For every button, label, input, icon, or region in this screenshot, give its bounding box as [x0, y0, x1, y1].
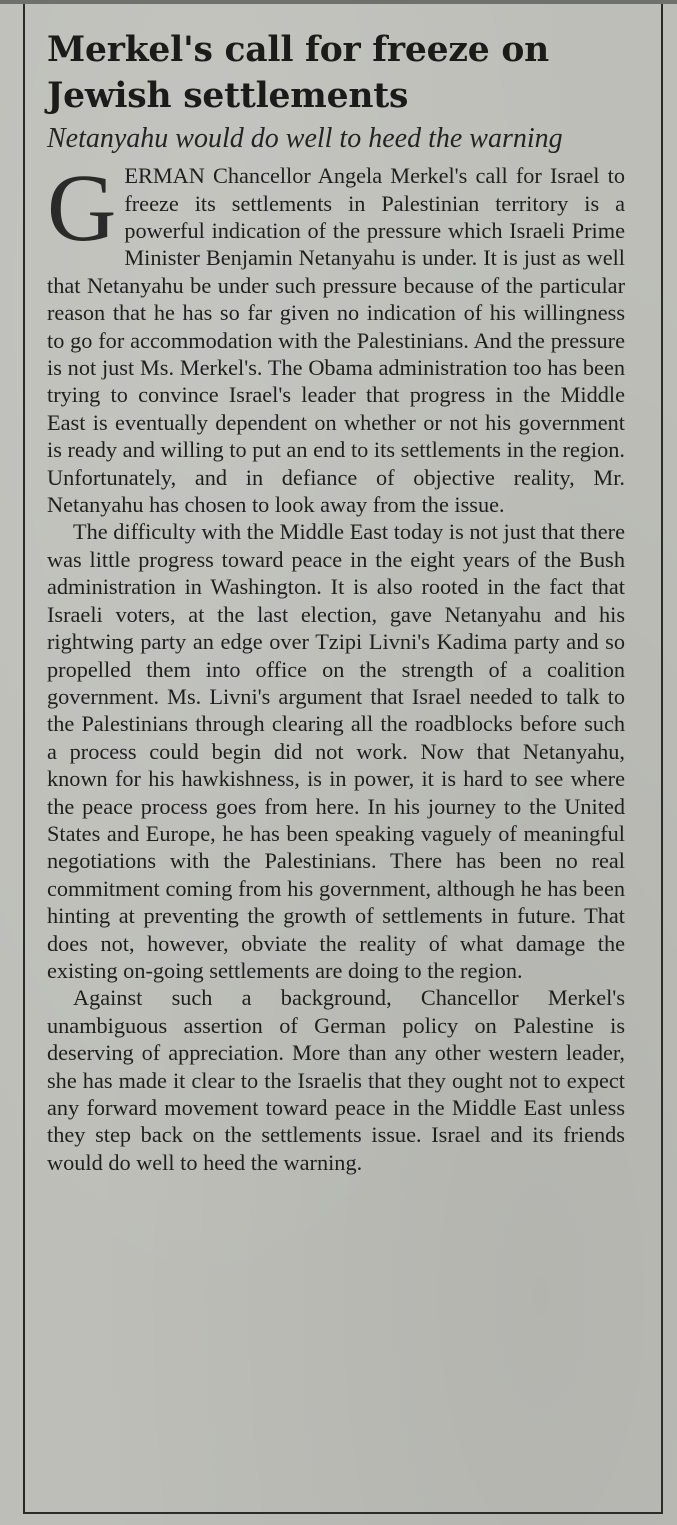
- article-body: [47, 154, 625, 1176]
- paragraph-3: Against such a background, Chancellor Merkel's unambiguous assertion of German policy on Palestine is deserving of appreciation. More than any other western leader, she has made it clear to the Israelis that they ought not to expect any forward movement toward peace in the Middle East unless they step back on the settlements issue. Israel and its friends would do well to heed the warning.: [47, 985, 625, 1175]
- headline: Merkel's call for freeze on Jewish settlements: [47, 30, 550, 116]
- paragraph-1-text: ERMAN Chancellor Angela Merkel's call for Israel to freeze its settlements in Palestinian territory is a powerful indication of the pressure which Israeli Prime Minister Benjamin Netanyahu is under. It is just as well that Netanyahu be under such pressure because of the particular reason that he has so far given no indication of his willingness to go for accommodation with the Palestinians. And the pressure is not just Ms. Merkel's. The Obama administration too has been trying to convince Israel's leader that progress in the Middle East is eventually dependent on whether or not his government is ready and willing to put an end to its settlements in the region. Unfortunately, and in defiance of objective reality, Mr. Netanyahu has chosen to look away from the issue.: [47, 163, 625, 518]
- drop-cap: G: [47, 154, 117, 262]
- paragraph-1: [47, 154, 625, 518]
- editorial-article: [47, 28, 625, 1176]
- deck-subheadline: Netanyahu would do well to heed the warning: [47, 122, 563, 154]
- paragraph-2: The difficulty with the Middle East today is not just that there was little progress toward peace in the eight years of the Bush administration in Washington. It is also rooted in the fact that Israeli voters, at the last election, gave Netanyahu and his rightwing party an edge over Tzipi Livni's Kadima party and so propelled them into office on the strength of a coalition government. Ms. Livni's argument that Israel needed to talk to the Palestinians through clearing all the roadblocks before such a process could begin did not work. Now that Netanyahu, known for his hawkishness, is in power, it is hard to see where the peace process goes from here. In his journey to the United States and Europe, he has been speaking vaguely of meaningful negotiations with the Palestinians. There has been no real commitment coming from his government, although he has been hinting at preventing the growth of settlements in future. That does not, however, obviate the reality of what damage the existing on-going settlements are doing to the region.: [47, 519, 625, 983]
